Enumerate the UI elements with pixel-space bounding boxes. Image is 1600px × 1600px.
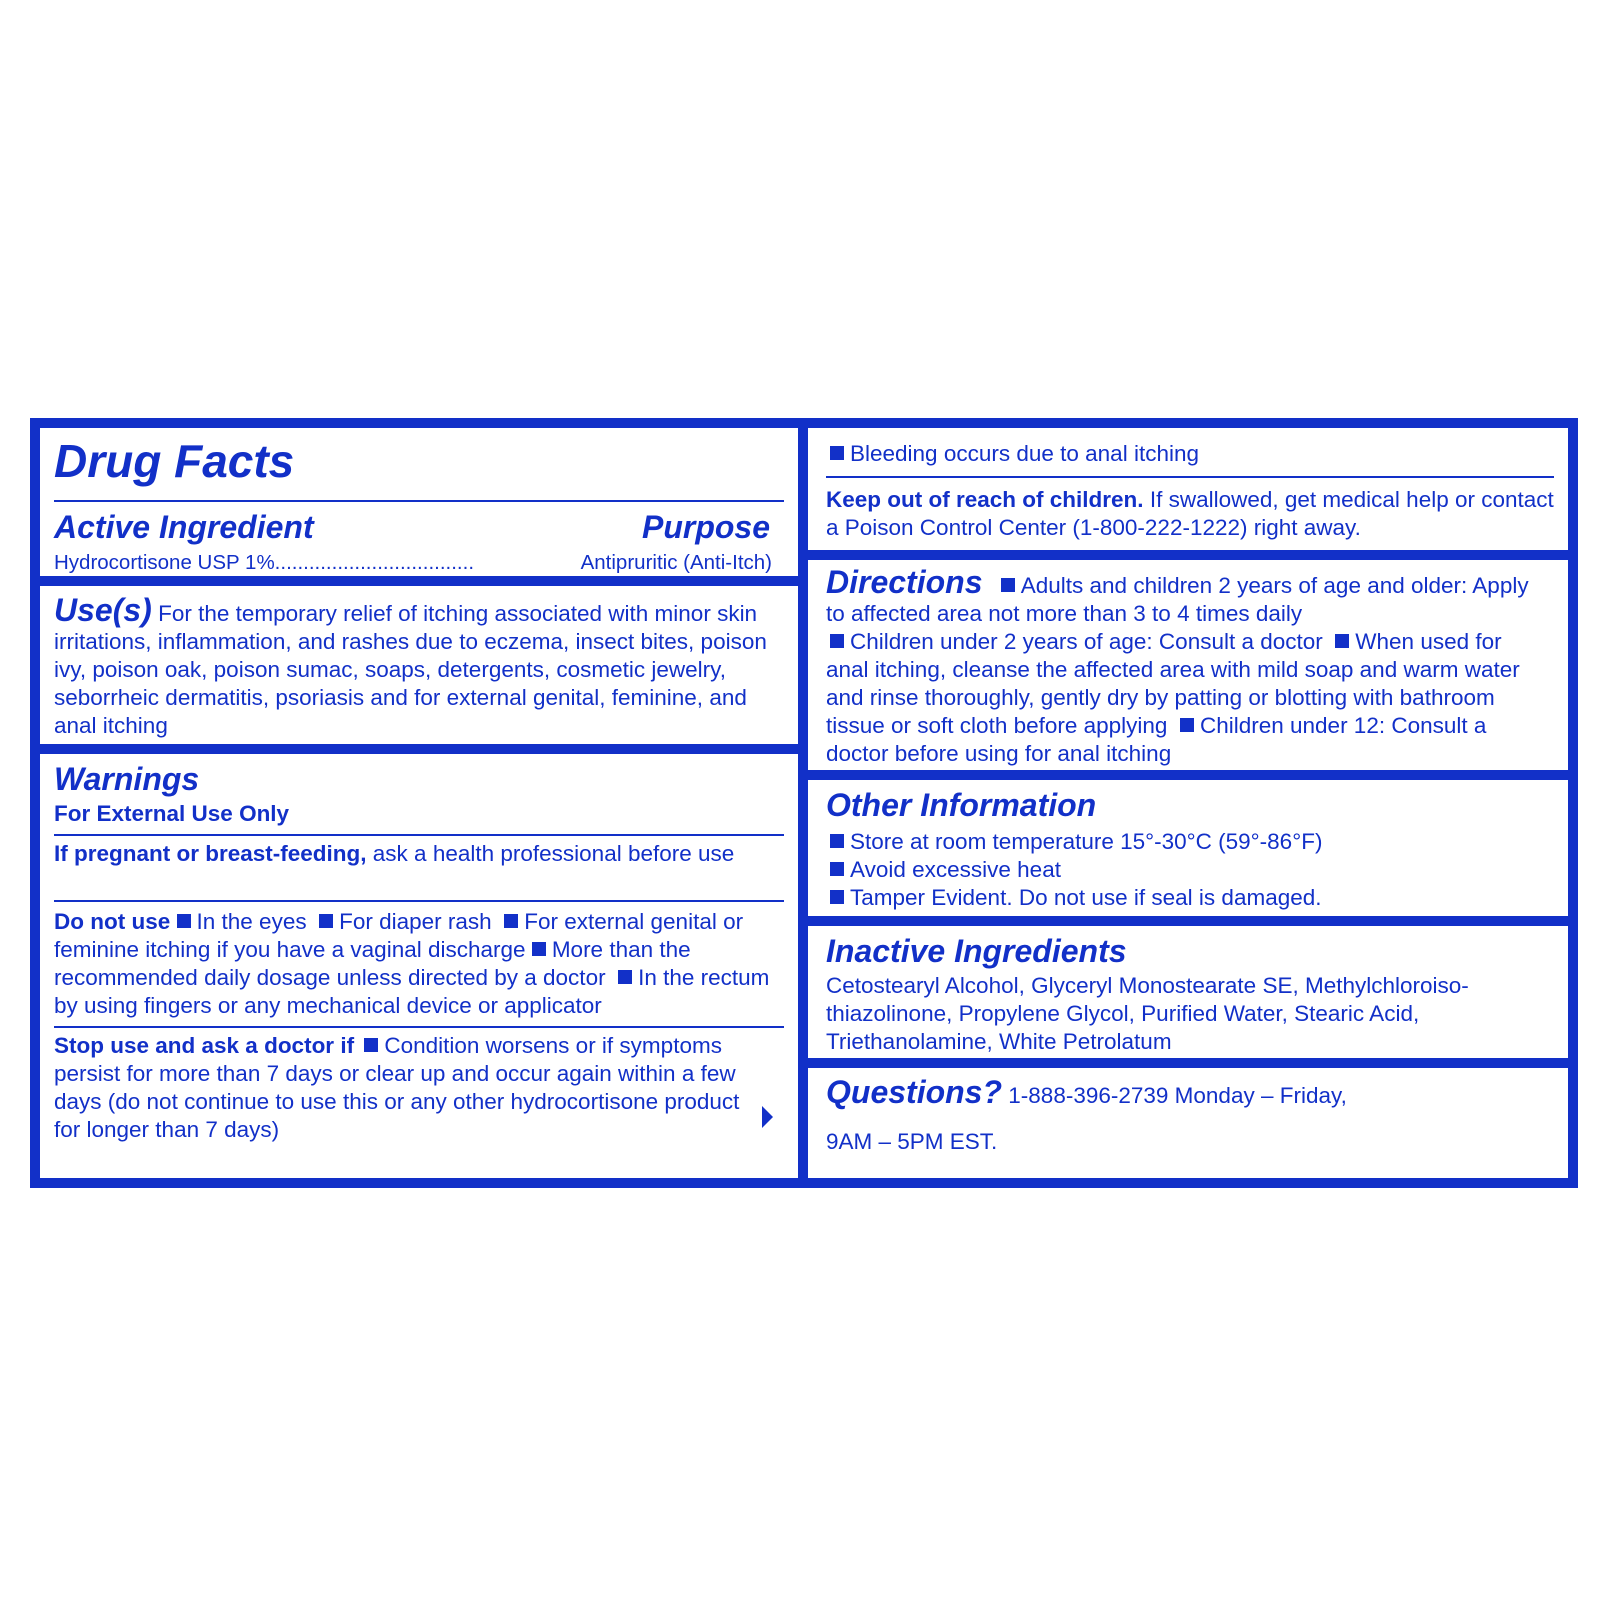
inactive-ingredients-text: Cetostearyl Alcohol, Glyceryl Monostearate SE, Methylchloroiso-thiazolinone, Propylene Glycol, Purified Water, Stearic Acid, Triethanolamine, White Petrolatum — [826, 973, 1469, 1054]
divider — [54, 500, 784, 502]
pregnant-lead: If pregnant or breast-feeding, — [54, 841, 367, 866]
bullet-icon — [618, 970, 632, 984]
directions-item: Children under 12: Consult a doctor before using for anal itching — [826, 713, 1487, 766]
other-information-list — [830, 828, 1550, 912]
panel-drug-facts — [40, 428, 798, 576]
panel-warnings-continued — [808, 428, 1568, 550]
bullet-icon — [532, 942, 546, 956]
divider — [54, 834, 784, 836]
external-use-only: For External Use Only — [54, 801, 290, 826]
panel-directions — [808, 560, 1568, 770]
other-information-item: Avoid excessive heat — [830, 856, 1550, 884]
questions-block — [826, 1074, 1546, 1110]
stop-use-lead: Stop use and ask a doctor if — [54, 1033, 355, 1058]
bullet-icon — [1001, 578, 1015, 592]
ingredient-leader: ................................... — [274, 551, 475, 574]
directions-item: Adults and children 2 years of age and older: Apply to affected area not more than 3 to 4 times daily — [826, 573, 1529, 626]
drug-facts-title: Drug Facts — [54, 435, 295, 487]
ingredient-purpose: Antipruritic (Anti-Itch) — [580, 551, 772, 574]
directions-block — [826, 564, 1550, 768]
stop-use-item: Condition worsens or if symptoms persist for more than 7 days or clear up and occur again within a few days (do not continue to use this or any other hydrocortisone product for longer than 7 days) — [54, 1033, 740, 1142]
bullet-icon — [1180, 718, 1194, 732]
panel-uses — [40, 586, 798, 744]
stop-use-item: Bleeding occurs due to anal itching — [850, 441, 1199, 466]
uses-header: Use(s) — [54, 592, 152, 628]
ingredient-name: Hydrocortisone USP 1% — [54, 551, 275, 574]
inactive-ingredients-header: Inactive Ingredients — [826, 933, 1127, 969]
bullet-icon — [319, 914, 333, 928]
do-not-use-item: In the rectum by using fingers or any mechanical device or applicator — [54, 965, 770, 1018]
keep-out-text: If swallowed, get medical help or contact a Poison Control Center (1-800-222-1222) right away. — [826, 487, 1554, 540]
bullet-icon — [364, 1038, 378, 1052]
uses-block — [54, 592, 780, 740]
pregnant-warning — [54, 840, 780, 868]
bullet-icon — [177, 914, 191, 928]
questions-header: Questions? — [826, 1074, 1003, 1110]
divider — [54, 900, 784, 902]
bleeding-warning — [830, 440, 1550, 468]
directions-item: Children under 2 years of age: Consult a doctor — [850, 629, 1323, 654]
panel-other-information — [808, 780, 1568, 916]
questions-hours-end: 9AM – 5PM EST. — [826, 1129, 998, 1154]
do-not-use-block — [54, 908, 784, 1020]
warnings-header: Warnings — [54, 761, 200, 797]
active-ingredient-header: Active Ingredient — [54, 509, 314, 545]
other-information-item: Tamper Evident. Do not use if seal is damaged. — [830, 884, 1550, 912]
bullet-icon — [504, 914, 518, 928]
bullet-icon — [830, 446, 844, 460]
bullet-icon — [830, 862, 844, 876]
drug-facts-label — [30, 418, 1578, 1188]
bullet-icon — [830, 890, 844, 904]
uses-text: For the temporary relief of itching associated with minor skin irritations, inflammation, and rashes due to eczema, insect bites, poison ivy, poison oak, poison sumac, soaps, detergents, cosmetic jewelry, seborrheic dermatitis, psoriasis and for external genital, feminine, and anal itching — [54, 601, 767, 738]
continue-arrow-icon — [762, 1106, 773, 1128]
other-information-header: Other Information — [826, 787, 1097, 823]
do-not-use-item: For diaper rash — [313, 909, 492, 934]
panel-inactive-ingredients — [808, 926, 1568, 1058]
do-not-use-item: For external genital or feminine itching if you have a vaginal discharge — [54, 909, 744, 962]
keep-out-block — [826, 486, 1554, 542]
do-not-use-lead: Do not use — [54, 909, 171, 934]
do-not-use-item: In the eyes — [177, 909, 307, 934]
questions-phone-hours: 1-888-396-2739 Monday – Friday, — [1008, 1083, 1347, 1108]
active-ingredient-line — [54, 550, 772, 576]
stop-use-block — [54, 1032, 744, 1144]
keep-out-lead: Keep out of reach of children. — [826, 487, 1144, 512]
divider — [826, 476, 1554, 478]
panel-warnings — [40, 754, 798, 1178]
bullet-icon — [830, 834, 844, 848]
do-not-use-item: More than the recommended daily dosage unless directed by a doctor — [54, 937, 691, 990]
divider — [54, 1026, 784, 1028]
other-information-item: Store at room temperature 15°-30°C (59°-86°F) — [830, 828, 1550, 856]
pregnant-text: ask a health professional before use — [372, 841, 735, 866]
directions-header: Directions — [826, 564, 983, 600]
directions-item: When used for anal itching, cleanse the affected area with mild soap and warm water and rinse thoroughly, gently dry by patting or blotting with bathroom tissue or soft cloth before applying — [826, 629, 1520, 738]
panel-questions — [808, 1068, 1568, 1178]
purpose-header: Purpose — [641, 509, 770, 545]
bullet-icon — [1335, 634, 1349, 648]
bullet-icon — [830, 634, 844, 648]
